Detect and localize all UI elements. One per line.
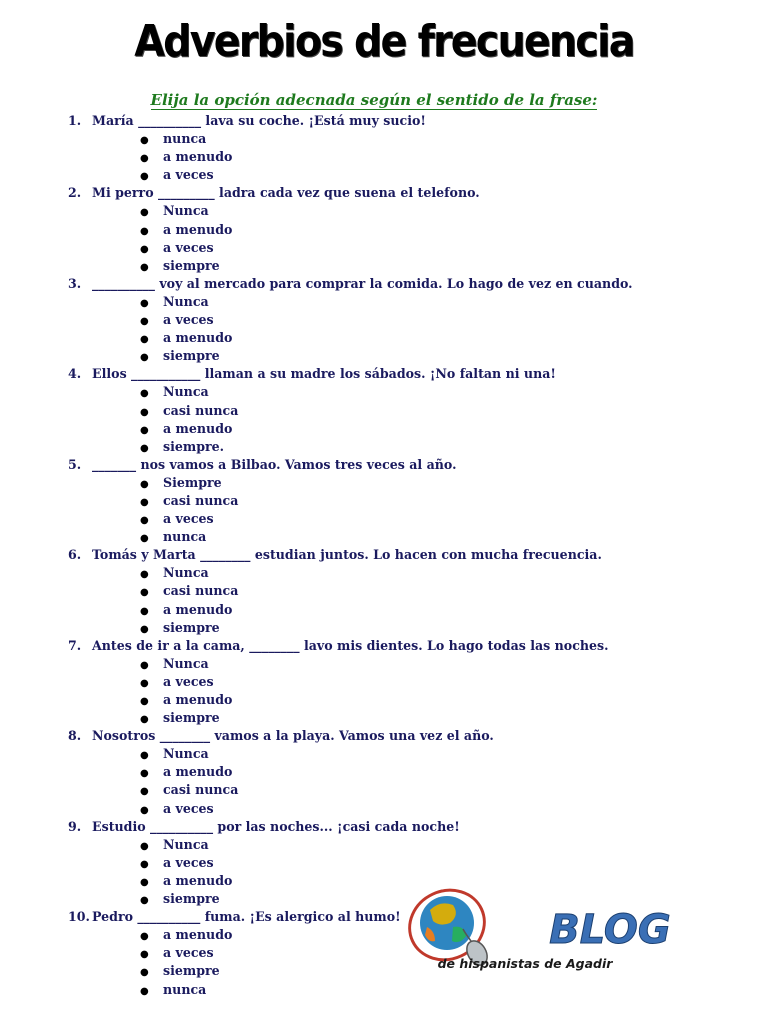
- bullet-icon: ●: [140, 768, 149, 780]
- option-item: [68, 781, 748, 799]
- question-number: 7.: [68, 637, 82, 653]
- option-item: [68, 800, 748, 818]
- option-item: [68, 166, 748, 184]
- question-number: 6.: [68, 547, 82, 563]
- option-label: Siempre: [163, 474, 222, 490]
- option-item: [68, 438, 748, 456]
- bullet-icon: ●: [140, 496, 149, 508]
- question-text: _______ nos vamos a Bilbao. Vamos tres veces al año.: [92, 456, 457, 472]
- option-label: Nunca: [163, 203, 209, 219]
- question-number: 8.: [68, 728, 82, 744]
- bullet-icon: ●: [140, 135, 149, 147]
- option-item: [68, 510, 748, 528]
- bullet-icon: ●: [140, 677, 149, 689]
- question-text: Ellos ___________ llaman a su madre los sábados. ¡No faltan ni una!: [92, 366, 556, 382]
- bullet-icon: ●: [140, 316, 149, 328]
- option-label: a veces: [163, 167, 214, 183]
- bullet-icon: ●: [140, 605, 149, 617]
- bullet-icon: ●: [140, 533, 149, 545]
- option-label: siempre: [163, 348, 220, 364]
- instruction-label: Elija la opción adecnada según el sentido de la frase:: [150, 91, 598, 109]
- option-item: [68, 293, 748, 311]
- question-number: 9.: [68, 818, 82, 834]
- option-label: a menudo: [163, 764, 233, 780]
- bullet-icon: ●: [140, 207, 149, 219]
- option-label: a menudo: [163, 872, 233, 888]
- question-6: [68, 546, 748, 564]
- bullet-icon: ●: [140, 985, 149, 997]
- bullet-icon: ●: [140, 569, 149, 581]
- bullet-icon: ●: [140, 225, 149, 237]
- option-label: siempre: [163, 619, 220, 635]
- bullet-icon: ●: [140, 424, 149, 436]
- bullet-icon: ●: [140, 388, 149, 400]
- option-label: nunca: [163, 981, 207, 997]
- option-item: [68, 582, 748, 600]
- option-item: [68, 257, 748, 275]
- option-label: a veces: [163, 511, 214, 527]
- option-item: [68, 347, 748, 365]
- question-8: [68, 727, 748, 745]
- option-label: a menudo: [163, 330, 233, 346]
- bullet-icon: ●: [140, 297, 149, 309]
- option-label: a veces: [163, 800, 214, 816]
- option-item: [68, 148, 748, 166]
- option-label: Nunca: [163, 836, 209, 852]
- bullet-icon: ●: [140, 750, 149, 762]
- option-label: nunca: [163, 529, 207, 545]
- question-text: Mi perro _________ ladra cada vez que suena el telefono.: [92, 185, 480, 201]
- question-text: María __________ lava su coche. ¡Está muy sucio!: [92, 113, 426, 128]
- option-label: a menudo: [163, 601, 233, 617]
- question-number: 10.: [68, 909, 90, 925]
- bullet-icon: ●: [140, 352, 149, 364]
- option-item: [68, 420, 748, 438]
- bullet-icon: ●: [140, 804, 149, 816]
- question-5: [68, 456, 748, 474]
- option-label: a menudo: [163, 149, 233, 165]
- bullet-icon: ●: [140, 949, 149, 961]
- bullet-icon: ●: [140, 261, 149, 273]
- question-text: __________ voy al mercado para comprar la comida. Lo hago de vez en cuando.: [92, 275, 633, 291]
- question-1: [68, 112, 748, 130]
- bullet-icon: ●: [140, 153, 149, 165]
- question-text: Antes de ir a la cama, ________ lavo mis dientes. Lo hago todas las noches.: [92, 637, 609, 653]
- option-item: [68, 130, 748, 148]
- option-item: [68, 655, 748, 673]
- option-label: a veces: [163, 239, 214, 255]
- option-item: [68, 329, 748, 347]
- question-text: Estudio __________ por las noches... ¡casi cada noche!: [92, 818, 460, 834]
- option-label: a menudo: [163, 927, 233, 943]
- question-text: Tomás y Marta ________ estudian juntos. Lo hacen con mucha frecuencia.: [92, 547, 602, 563]
- option-item: [68, 601, 748, 619]
- option-label: Nunca: [163, 565, 209, 581]
- option-item: [68, 691, 748, 709]
- bullet-icon: ●: [140, 696, 149, 707]
- option-item: [68, 836, 748, 854]
- blog-word: BLOG: [549, 907, 671, 953]
- question-3: [68, 275, 748, 293]
- option-label: casi nunca: [163, 782, 239, 798]
- option-label: siempre: [163, 891, 220, 907]
- blog-logo: [405, 855, 735, 1005]
- bullet-icon: ●: [140, 840, 149, 852]
- option-item: [68, 492, 748, 510]
- page-title: Adverbios de frecuencia: [134, 16, 634, 67]
- bullet-icon: ●: [140, 659, 149, 671]
- option-label: siempre: [163, 257, 220, 273]
- question-9: [68, 818, 748, 836]
- question-number: 4.: [68, 366, 82, 382]
- bullet-icon: ●: [140, 442, 149, 454]
- option-item: [68, 221, 748, 239]
- bullet-icon: ●: [140, 895, 149, 907]
- option-label: a veces: [163, 945, 214, 961]
- option-label: a menudo: [163, 692, 233, 707]
- bullet-icon: ●: [140, 171, 149, 183]
- bullet-icon: ●: [140, 967, 149, 979]
- option-item: [68, 474, 748, 492]
- blog-logo-graphic: [405, 855, 735, 1005]
- option-label: siempre: [163, 963, 220, 979]
- option-label: casi nunca: [163, 492, 239, 508]
- option-item: [68, 528, 748, 546]
- blog-subtitle: de hispanistas de Agadir: [437, 956, 613, 971]
- question-number: 2.: [68, 185, 82, 201]
- bullet-icon: ●: [140, 623, 149, 635]
- option-label: Nunca: [163, 746, 209, 762]
- bullet-icon: ●: [140, 515, 149, 527]
- question-number: 5.: [68, 456, 82, 472]
- option-label: Nunca: [163, 384, 209, 400]
- option-item: [68, 402, 748, 420]
- option-label: casi nunca: [163, 402, 239, 418]
- question-text: Nosotros ________ vamos a la playa. Vamos una vez el año.: [92, 728, 494, 744]
- option-item: [68, 564, 748, 582]
- option-item: [68, 709, 748, 727]
- option-item: [68, 763, 748, 781]
- option-label: a veces: [163, 854, 214, 870]
- question-4: [68, 365, 748, 383]
- bullet-icon: ●: [140, 406, 149, 418]
- option-label: Nunca: [163, 293, 209, 309]
- instruction-text: [0, 91, 748, 109]
- bullet-icon: ●: [140, 931, 149, 943]
- option-item: [68, 673, 748, 691]
- question-number: 3.: [68, 275, 82, 291]
- option-label: Nunca: [163, 655, 209, 671]
- bullet-icon: ●: [140, 334, 149, 346]
- option-item: [68, 311, 748, 329]
- question-7: [68, 637, 748, 655]
- option-label: a veces: [163, 312, 214, 328]
- option-label: nunca: [163, 131, 207, 147]
- option-label: a menudo: [163, 420, 233, 436]
- bullet-icon: ●: [140, 243, 149, 255]
- option-item: [68, 745, 748, 763]
- bullet-icon: ●: [140, 858, 149, 870]
- option-item: [68, 619, 748, 637]
- bullet-icon: ●: [140, 714, 149, 726]
- bullet-icon: ●: [140, 587, 149, 599]
- bullet-icon: ●: [140, 876, 149, 888]
- question-number: 1.: [68, 113, 82, 128]
- bullet-icon: ●: [140, 786, 149, 798]
- option-label: a menudo: [163, 221, 233, 237]
- option-item: [68, 383, 748, 401]
- question-text: Pedro __________ fuma. ¡Es alergico al humo!: [92, 909, 401, 925]
- option-item: [68, 202, 748, 220]
- option-label: a veces: [163, 673, 214, 689]
- bullet-icon: ●: [140, 478, 149, 490]
- question-2: [68, 184, 748, 202]
- option-label: siempre.: [163, 438, 225, 454]
- option-item: [68, 239, 748, 257]
- option-label: casi nunca: [163, 583, 239, 599]
- option-label: siempre: [163, 710, 220, 726]
